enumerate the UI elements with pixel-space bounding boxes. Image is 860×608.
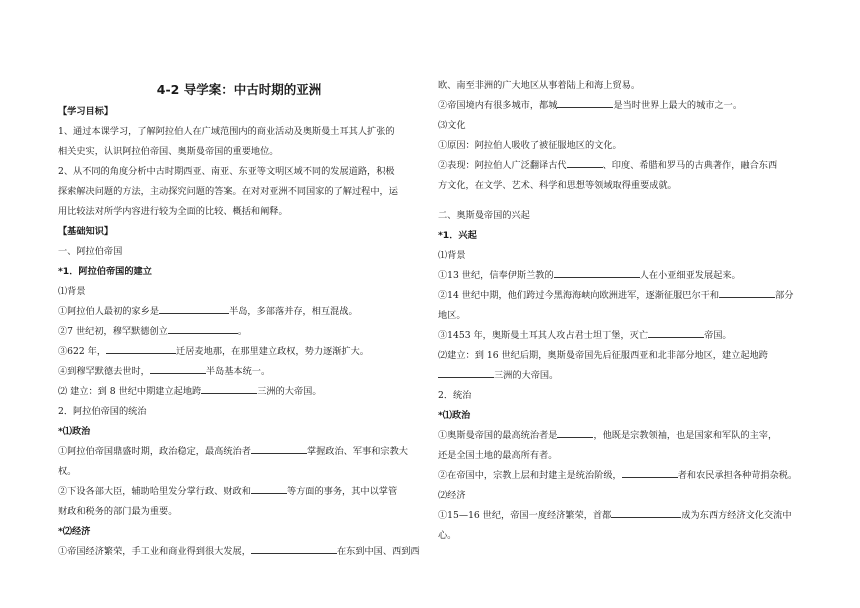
text-line: ⑴背景 (58, 286, 86, 297)
fill-in-blank[interactable] (168, 323, 238, 334)
text-line (58, 342, 420, 362)
text-line: 2．统治 (438, 390, 472, 401)
text-line (438, 506, 804, 526)
line-text: ②帝国境内有很多城市，都城 (438, 100, 558, 111)
section-heading: *1．阿拉伯帝国的建立 (58, 266, 152, 277)
fill-in-blank[interactable] (557, 427, 593, 438)
line-text: 、印度、希腊和罗马的古典著作，融合东西 (602, 160, 778, 171)
fill-in-blank[interactable] (557, 97, 613, 108)
line-text: 者和农民承担各种苛捐杂税。 (677, 470, 798, 481)
line-text: ①13 世纪，信奉伊斯兰教的 (438, 270, 554, 281)
text-line (58, 382, 420, 402)
spacer (438, 196, 804, 206)
line-text: 三洲的大帝国。 (494, 370, 559, 381)
fill-in-blank[interactable] (150, 363, 206, 374)
line-text: 半岛，多部落并存，相互混战。 (229, 306, 358, 317)
fill-in-blank[interactable] (251, 443, 307, 454)
text-line (58, 362, 420, 382)
fill-in-blank[interactable] (622, 467, 678, 478)
line-text: 。 (237, 326, 248, 337)
text-line (58, 442, 420, 462)
line-text: ，他既是宗教领袖，也是国家和军队的主宰， (593, 430, 778, 441)
line-text: ②表现：阿拉伯人广泛翻译古代 (438, 160, 567, 171)
text-line (438, 366, 804, 386)
line-text: 等方面的事务，其中以掌管 (286, 486, 398, 497)
text-line (438, 266, 804, 286)
text-line: 2、从不同的角度分析中古时期西亚、南亚、东亚等文明区域不同的发展道路，积极 (58, 166, 395, 177)
page-title: 4-2 导学案：中古时期的亚洲 (156, 82, 322, 97)
text-line: 权。 (58, 466, 77, 477)
line-text: ③1453 年，奥斯曼土耳其人攻占君士坦丁堡，灭亡 (438, 330, 649, 341)
text-line: 方文化，在文学、艺术、科学和思想等领域取得重要成就。 (438, 180, 677, 191)
fill-in-blank[interactable] (251, 543, 337, 554)
text-line: 1、通过本课学习，了解阿拉伯人在广域范围内的商业活动及奥斯曼土耳其人扩张的 (58, 126, 395, 137)
left-column (58, 76, 420, 562)
line-text: ①帝国经济繁荣，手工业和商业得到很大发展， (58, 546, 251, 557)
line-text: 是当时世界上最大的城市之一。 (613, 100, 743, 111)
text-line: 心。 (438, 530, 457, 541)
section-heading: *⑴政治 (58, 426, 91, 437)
text-line (58, 542, 420, 562)
line-text: 部分 (775, 290, 794, 301)
text-line (438, 466, 804, 486)
line-text: 掌握政治、军事和宗教大 (306, 446, 408, 457)
text-line (58, 482, 420, 502)
section-heading: *1．兴起 (438, 230, 477, 241)
line-text: ②下设各部大臣，辅助哈里发分掌行政、财政和 (58, 486, 251, 497)
text-line: 一、阿拉伯帝国 (58, 246, 123, 257)
fill-in-blank[interactable] (567, 157, 603, 168)
text-line: ⑴背景 (438, 250, 466, 261)
line-text: ③622 年， (58, 346, 107, 357)
line-text: ④到穆罕默德去世时， (58, 366, 150, 377)
fill-in-blank[interactable] (251, 483, 287, 494)
line-text: 帝国。 (704, 330, 732, 341)
line-text: ①阿拉伯帝国鼎盛时期，政治稳定，最高统治者 (58, 446, 251, 457)
text-line (58, 302, 420, 322)
line-text: ②7 世纪初，穆罕默德创立 (58, 326, 168, 337)
line-text: ②14 世纪中期，他们跨过今黑海海峡向欧洲进军，逐渐征服巴尔干和 (438, 290, 720, 301)
line-text: ②在帝国中，宗教上层和封建主是统治阶级， (438, 470, 622, 481)
text-line: 探索解决问题的方法，主动探究问题的答案。在对对亚洲不同国家的了解过程中，运 (58, 186, 398, 197)
text-line: 用比较法对所学内容进行较为全面的比较、概括和阐释。 (58, 206, 288, 217)
section-heading: *⑵经济 (58, 526, 91, 537)
text-line: ①原因：阿拉伯人吸收了被征服地区的文化。 (438, 140, 622, 151)
section-heading: 【基础知识】 (58, 226, 114, 237)
text-line (438, 96, 804, 116)
fill-in-blank[interactable] (438, 367, 494, 378)
line-text: ⑵ 建立：到 8 世纪中期建立起地跨 (58, 386, 202, 397)
text-line: ⑵建立：到 16 世纪后期，奥斯曼帝国先后征服西亚和北非部分地区，建立起地跨 (438, 350, 768, 361)
line-text: 迁居麦地那，在那里建立政权，势力逐渐扩大。 (176, 346, 369, 357)
fill-in-blank[interactable] (201, 383, 257, 394)
text-line: ⑵经济 (438, 490, 466, 501)
text-line: 相关史实，认识阿拉伯帝国、奥斯曼帝国的重要地位。 (58, 146, 279, 157)
section-heading: 【学习目标】 (58, 106, 114, 117)
text-line (438, 426, 804, 446)
fill-in-blank[interactable] (648, 327, 704, 338)
text-line: ⑶文化 (438, 120, 466, 131)
text-line (438, 326, 804, 346)
text-line: 欧、南至非洲的广大地区从事着陆上和海上贸易。 (438, 80, 641, 91)
line-text: ①奥斯曼帝国的最高统治者是 (438, 430, 558, 441)
fill-in-blank[interactable] (159, 303, 229, 314)
line-text: 人在小亚细亚发展起来。 (639, 270, 741, 281)
text-line (438, 286, 804, 306)
line-text: 成为东西方经济文化交流中 (681, 510, 792, 521)
fill-in-blank[interactable] (106, 343, 176, 354)
line-text: 半岛基本统一。 (205, 366, 271, 377)
fill-in-blank[interactable] (611, 507, 681, 518)
text-line (438, 156, 804, 176)
right-column (438, 76, 804, 546)
line-text: ①阿拉伯人最初的家乡是 (58, 306, 160, 317)
text-line: 还是全国土地的最高所有者。 (438, 450, 558, 461)
line-text: 在东到中国、西到西 (336, 546, 420, 557)
line-text: ①15—16 世纪，帝国一度经济繁荣，首都 (438, 510, 612, 521)
line-text: 三洲的大帝国。 (257, 386, 322, 397)
fill-in-blank[interactable] (719, 287, 775, 298)
text-line: 2．阿拉伯帝国的统治 (58, 406, 147, 417)
text-line: 财政和税务的部门最为重要。 (58, 506, 178, 517)
text-line: 地区。 (438, 310, 466, 321)
fill-in-blank[interactable] (554, 267, 640, 278)
text-line (58, 322, 420, 342)
section-heading: *⑴政治 (438, 410, 471, 421)
text-line: 二、奥斯曼帝国的兴起 (438, 210, 530, 221)
